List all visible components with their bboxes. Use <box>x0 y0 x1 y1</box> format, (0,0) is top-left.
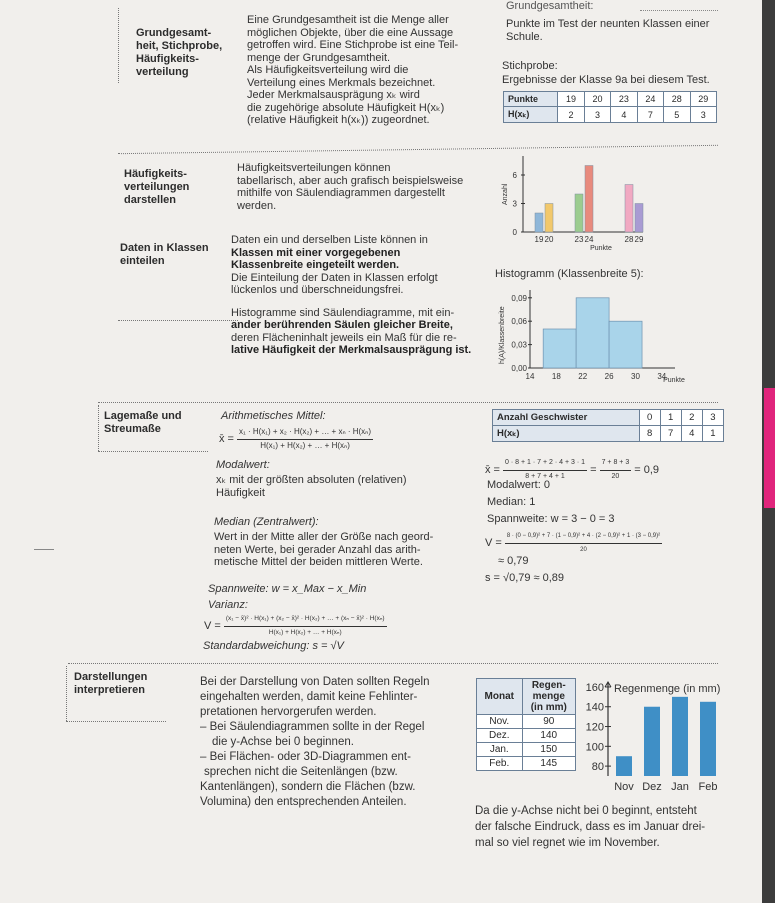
body-line: Bei der Darstellung von Daten sollten Regeln <box>200 676 430 688</box>
variance-fraction <box>224 613 387 639</box>
table-cell: Jan. <box>477 743 523 757</box>
table-cell: 90 <box>522 715 575 729</box>
sec2-body <box>237 162 487 212</box>
header-line: menge <box>532 691 565 702</box>
sec1-side-label <box>136 27 222 79</box>
variance-title: Varianz: <box>208 599 248 611</box>
median-text <box>214 531 476 569</box>
y-tick-label: 0,06 <box>511 317 527 327</box>
y-tick-label: 6 <box>512 171 517 180</box>
bar-28 <box>625 185 633 233</box>
y-axis-label: Anzahl <box>502 183 509 205</box>
page-tab-marker <box>764 388 775 508</box>
table-cell: 28 <box>664 92 690 107</box>
body-line: lückenlos und überschneidungsfrei. <box>231 284 404 296</box>
fraction-denominator: H(x₁) + H(x₂) + … + H(xₙ) <box>268 628 342 636</box>
points-bar-chart <box>495 150 665 255</box>
histogram-bar-0 <box>543 329 576 368</box>
section-divider-vertical <box>66 666 67 721</box>
y-tick-label: 0,09 <box>511 293 527 303</box>
table-row <box>477 757 576 771</box>
example-mean-fraction-2 <box>600 457 632 483</box>
body-line: möglichen Objekte, über die eine Aussage <box>247 26 454 39</box>
y-tick-label: 3 <box>512 199 517 209</box>
example-mean-result: = 0,9 <box>634 463 660 476</box>
example-heading: Grundgesamtheit: <box>506 0 594 12</box>
y-tick-label: 100 <box>585 741 604 754</box>
median-title: Median (Zentralwert): <box>214 516 319 528</box>
table-cell: Dez. <box>477 729 523 743</box>
histogram-bar-2 <box>609 321 642 368</box>
section-separator-short <box>66 721 166 722</box>
sec5-note <box>475 803 735 851</box>
bar-20 <box>545 204 553 233</box>
x-tick-label: 20 <box>544 235 554 244</box>
body-line: – Bei Flächen- oder 3D-Diagrammen ent- <box>200 751 411 763</box>
body-line: ander berührenden Säulen gleicher Breite, <box>231 319 453 331</box>
table-cell: 1 <box>702 426 723 442</box>
body-line: Klassenbreite eingeteilt werden. <box>231 259 400 271</box>
body-line: die y-Achse bei 0 beginnen. <box>212 736 354 748</box>
example-variance-result: ≈ 0,79 <box>498 555 529 567</box>
example-span: Spannweite: w = 3 − 0 = 3 <box>487 513 615 525</box>
x-tick-label: 29 <box>634 235 644 244</box>
table-cell: 24 <box>637 92 663 107</box>
sec4-side-label <box>104 410 182 436</box>
side-line: Streumaße <box>104 423 161 435</box>
x-axis-label: Punkte <box>663 377 685 384</box>
body-line: metische Mittel der beiden mittleren Werte. <box>214 556 423 568</box>
body-line: (relative Häufigkeit h(xₖ)) zugeordnet. <box>247 114 430 126</box>
x-tick-label: Jan <box>671 781 689 793</box>
table-cell: 145 <box>522 757 575 771</box>
table-cell: 7 <box>637 107 663 123</box>
side-line: Häufigkeits- <box>124 168 187 180</box>
table-cell: 2 <box>558 107 584 123</box>
fraction-numerator: x₁ · H(x₁) + x₂ · H(x₂) + … + xₙ · H(xₙ) <box>237 426 373 440</box>
y-tick-label: 80 <box>591 761 604 774</box>
body-line: Volumina) den entsprechenden Anteilen. <box>200 796 407 808</box>
y-tick-label: 0,00 <box>511 364 527 373</box>
side-line: interpretieren <box>74 684 145 696</box>
sec3-side-label <box>120 242 209 268</box>
fraction-numerator: (x₁ − x̄)² · H(x₁) + (x₂ − x̄)² · H(x₂) + … + (xₙ − x̄)² · H(xₙ) <box>224 613 387 627</box>
points-frequency-table <box>503 91 717 123</box>
body-line: mal so viel regnet wie im November. <box>475 837 660 849</box>
body-line: neten Werte, bei gerader Anzahl das arith- <box>214 543 421 556</box>
table-cell: 2 <box>681 410 702 426</box>
side-line: einteilen <box>120 255 165 267</box>
body-line: eingehalten werden, damit keine Fehlinter- <box>200 691 418 703</box>
column-header-month: Monat <box>477 679 523 715</box>
fraction-denominator: 8 + 7 + 4 + 1 <box>525 472 565 480</box>
body-line: xₖ mit der größten absoluten (relativen) <box>216 474 407 486</box>
table-cell: 3 <box>690 107 716 123</box>
body-line: pretationen hervorgerufen werden. <box>200 706 377 718</box>
row-label-frequency: H(xₖ) <box>493 426 640 442</box>
histogram-title: Histogramm (Klassenbreite 5): <box>495 268 644 280</box>
fraction-denominator: 20 <box>580 546 587 553</box>
chart-title: Regenmenge (in mm) <box>614 683 721 695</box>
x-tick-label: 23 <box>574 235 584 244</box>
sec2-side-label <box>124 168 189 207</box>
x-tick-label: 19 <box>534 235 544 244</box>
sec5-body <box>200 675 470 810</box>
side-line: Häufigkeits- <box>136 53 199 65</box>
body-line: getroffen wird. Eine Stichprobe ist eine Teil- <box>247 39 459 51</box>
table-cell: 150 <box>522 743 575 757</box>
x-tick-label: 34 <box>657 372 667 381</box>
histogram-chart <box>490 282 690 392</box>
siblings-frequency-table <box>492 409 724 442</box>
span-formula: Spannweite: w = x_Max − x_Min <box>208 583 367 595</box>
example-sd: s = √0,79 ≈ 0,89 <box>485 572 565 584</box>
table-cell: 140 <box>522 729 575 743</box>
body-line: Eine Grundgesamtheit ist die Menge aller <box>247 14 449 26</box>
table-row <box>477 715 576 729</box>
y-tick-label: 120 <box>585 721 604 734</box>
rainfall-bar-chart <box>578 676 728 806</box>
table-cell: 4 <box>681 426 702 442</box>
y-tick-label: 0,03 <box>511 340 527 350</box>
body-line: werden. <box>237 199 277 212</box>
body-line: der falsche Eindruck, dass es im Januar drei- <box>475 821 706 833</box>
x-tick-label: Dez <box>642 781 662 793</box>
example-variance <box>485 530 662 556</box>
side-line: Daten in Klassen <box>120 242 209 254</box>
body-line: deren Flächeninhalt jeweils ein Maß für die re- <box>231 331 457 344</box>
side-line: Lagemaße und <box>104 410 182 422</box>
example-variance-fraction <box>505 530 662 556</box>
side-line: verteilungen <box>124 181 190 193</box>
body-line: – Bei Säulendiagrammen sollte in der Regel <box>200 721 425 733</box>
bar-29 <box>635 204 643 233</box>
body-line: tabellarisch, aber auch grafisch beispielsweise <box>237 174 464 187</box>
histogram-bar-1 <box>576 298 609 368</box>
body-line: lative Häufigkeit der Merkmalsausprägung ist. <box>231 344 472 356</box>
example-median: Median: 1 <box>487 496 536 508</box>
bar-19 <box>535 213 543 232</box>
modal-title: Modalwert: <box>216 459 270 471</box>
bar-24 <box>585 166 593 233</box>
body-line: Daten ein und derselben Liste können in <box>231 234 428 246</box>
x-axis-label: Punkte <box>590 245 612 252</box>
row-label-siblings: Anzahl Geschwister <box>493 410 640 426</box>
variance-formula <box>204 613 387 639</box>
y-tick-label: 160 <box>585 681 604 694</box>
y-tick-label: 0 <box>512 228 517 237</box>
table-cell: 20 <box>584 92 610 107</box>
body-line: mithilfe von Säulendiagrammen dargestellt <box>237 187 445 199</box>
table-cell: Feb. <box>477 757 523 771</box>
table-cell: 19 <box>558 92 584 107</box>
y-tick-label: 140 <box>585 701 604 714</box>
column-header-rainfall <box>522 679 575 715</box>
table-cell: 29 <box>690 92 716 107</box>
body-line: Jeder Merkmalsausprägung xₖ wird <box>247 89 420 101</box>
y-axis-label: h(A)/Klassenbreite <box>499 306 506 364</box>
section-separator <box>98 402 718 403</box>
section-divider-vertical <box>98 405 99 451</box>
fraction-numerator: 7 + 8 + 3 <box>600 457 632 471</box>
header-line: (in mm) <box>530 702 567 713</box>
row-label-frequency: H(xₖ) <box>504 107 558 123</box>
body-line: die zugehörige absolute Häufigkeit H(xₖ) <box>247 101 445 114</box>
body-line: Häufigkeitsverteilungen können <box>237 162 391 174</box>
section-separator-short <box>118 320 238 321</box>
body-line: menge der Grundgesamtheit. <box>247 51 391 64</box>
side-line: Darstellungen <box>74 671 148 683</box>
x-tick-label: 14 <box>525 372 535 381</box>
rainfall-table <box>476 678 576 771</box>
margin-mark <box>34 549 54 550</box>
mean-title: Arithmetisches Mittel: <box>221 410 326 422</box>
table-row <box>477 743 576 757</box>
x-tick-label: 30 <box>631 372 640 381</box>
x-tick-label: 28 <box>624 235 634 244</box>
x-tick-label: 22 <box>578 372 588 381</box>
table-cell: 0 <box>639 410 660 426</box>
v-symbol: V = <box>204 619 221 632</box>
table-cell: 3 <box>702 410 723 426</box>
table-cell: 8 <box>639 426 660 442</box>
table-cell: 23 <box>611 92 637 107</box>
body-line: sprechen nicht die Seitenlängen (bzw. <box>204 766 398 778</box>
side-line: Grundgesamt- <box>136 27 212 39</box>
body-line: Da die y-Achse nicht bei 0 beginnt, entsteht <box>475 805 697 817</box>
fraction-denominator: 20 <box>611 472 620 480</box>
xbar-symbol: x̄ = <box>219 432 234 445</box>
row-label-points: Punkte <box>504 92 558 107</box>
sec3-body <box>231 234 491 357</box>
side-line: heit, Stichprobe, <box>136 40 223 52</box>
body-line: Wert in der Mitte aller der Größe nach geord- <box>214 531 434 543</box>
bar-Jan <box>672 697 688 776</box>
mean-formula <box>219 426 373 452</box>
section-separator <box>68 663 718 664</box>
x-tick-label: Nov <box>614 781 634 793</box>
table-cell: Nov. <box>477 715 523 729</box>
bar-Dez <box>644 707 660 776</box>
body-line: Histogramme sind Säulendiagramme, mit ein- <box>231 306 455 319</box>
table-cell: 1 <box>660 410 681 426</box>
sample-heading: Stichprobe: <box>502 60 558 72</box>
sec1-body <box>247 14 487 127</box>
body-line: Kantenlängen), sondern die Flächen (bzw. <box>200 781 416 793</box>
table-cell: 7 <box>660 426 681 442</box>
example-modal: Modalwert: 0 <box>487 479 550 491</box>
modal-text <box>216 474 476 499</box>
xbar-symbol: x̄ = <box>485 463 500 476</box>
section-separator-short <box>98 451 208 452</box>
example-heading-underline <box>640 10 718 11</box>
body-line: Häufigkeit <box>216 486 265 499</box>
section-divider-vertical <box>118 8 119 83</box>
example-text: Punkte im Test der neunten Klassen einer Schule. <box>506 18 710 43</box>
header-line: Regen- <box>531 680 566 691</box>
body-line: Die Einteilung der Daten in Klassen erfolgt <box>231 271 438 284</box>
x-tick-label: 24 <box>584 235 594 244</box>
table-cell: 3 <box>584 107 610 123</box>
mean-fraction <box>237 426 373 452</box>
fraction-numerator: 8 · (0 − 0,9)² + 7 · (1 − 0,9)² + 4 · (2 − 0,9)² + 1 · (3 − 0,9)² <box>505 530 662 544</box>
bar-Feb <box>700 702 716 776</box>
example-mean: x̄ = $\frac{0 \cdot 8 + 1 \cdot 7 + 2 \cdot 4 + 3 \cdot 1}{8 + 7 + 4 + 1}$ = $\frac{7 + 8 + 3}{20}$ = 0,9 <box>485 457 659 483</box>
sd-formula: Standardabweichung: s = √V <box>203 640 344 652</box>
v-symbol: V = <box>485 536 502 549</box>
table-row <box>477 729 576 743</box>
bar-23 <box>575 194 583 232</box>
side-line: darstellen <box>124 194 176 206</box>
x-tick-label: 18 <box>551 372 561 381</box>
side-line: verteilung <box>136 66 189 78</box>
x-tick-label: 26 <box>604 372 614 381</box>
body-line: Verteilung eines Merkmals bezeichnet. <box>247 76 436 89</box>
table-cell: 5 <box>664 107 690 123</box>
table-cell: 4 <box>611 107 637 123</box>
fraction-denominator: H(x₁) + H(x₂) + … + H(xₙ) <box>260 440 350 450</box>
body-line: Als Häufigkeitsverteilung wird die <box>247 64 409 76</box>
bar-Nov <box>616 756 632 776</box>
x-tick-label: Feb <box>698 781 718 793</box>
fraction-numerator: 0 · 8 + 1 · 7 + 2 · 4 + 3 · 1 <box>503 457 587 471</box>
sample-text: Ergebnisse der Klasse 9a bei diesem Test. <box>502 74 710 86</box>
sec5-side-label <box>74 671 147 697</box>
body-line: Klassen mit einer vorgegebenen <box>231 246 401 259</box>
